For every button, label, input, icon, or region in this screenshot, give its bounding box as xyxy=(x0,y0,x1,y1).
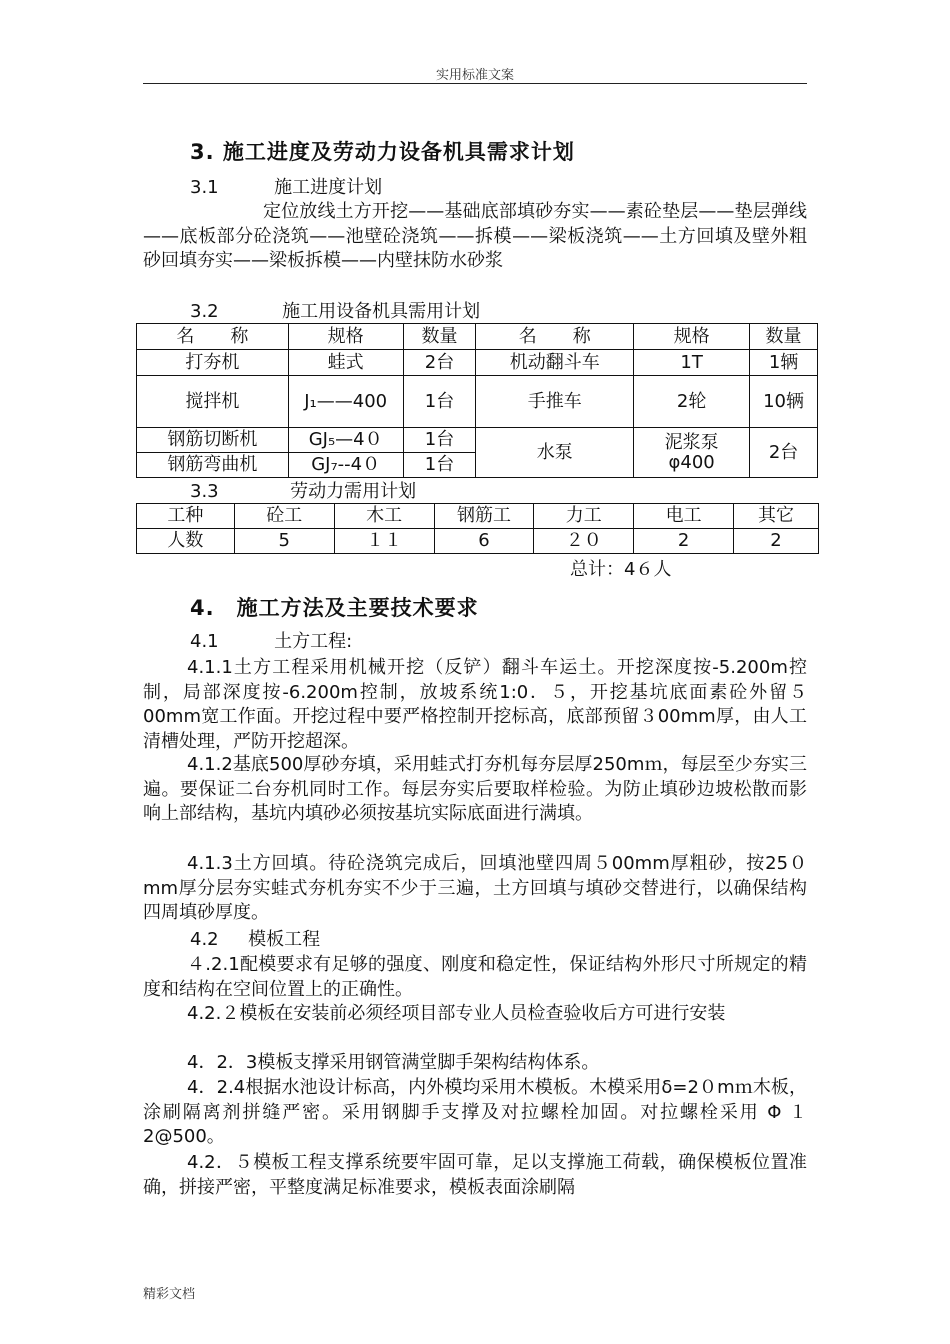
subsection-3-2 xyxy=(190,300,480,324)
header-cell: 数量 xyxy=(750,324,818,350)
equipment-header-row xyxy=(137,324,818,350)
table-cell: 钢筋切断机 xyxy=(137,428,289,453)
table-row xyxy=(137,350,818,376)
paragraph-4-2-1: ４.2.1配模要求有足够的强度、刚度和稳定性，保证结构外形尺寸所规定的精度和结构在空间位置上的正确性。 xyxy=(143,954,807,1000)
subsection-3-3 xyxy=(190,480,416,504)
paragraph-4-1-1: 4.1.1土方工程采用机械开挖（反铲）翻斗车运土。开挖深度按-5.200m控制，局部深度按-6.200m控制，放坡系统1:0．５，开挖基坑底面素砼外留５00mm宽工作面。开挖过程中要严格控制开挖标高，底部预留３00mm厚，由人工清槽处理，严防开挖超深。 xyxy=(143,657,807,752)
table-cell: 1辆 xyxy=(750,350,818,376)
paragraph-4-2-2: 4.2.２模板在安装前必须经项目部专业人员检查验收后方可进行安装 xyxy=(187,1003,726,1024)
table-cell: 水泵 xyxy=(476,428,634,478)
table-cell: GJ₇--4０ xyxy=(288,453,403,478)
table-cell: 1台 xyxy=(403,453,476,478)
header-cell: 电工 xyxy=(634,504,734,529)
header-cell: 规格 xyxy=(288,324,403,350)
paragraph-4-2-4: 4．2.4根据水池设计标高，内外模均采用木模板。木模采用δ=2０mｍ木板，涂刷隔离剂拼缝严密。采用钢脚手支撑及对拉螺栓加固。对拉螺栓采用 Φ １2@500。 xyxy=(143,1077,807,1147)
page-header: 实用标准文案 xyxy=(435,68,514,83)
subsection-4-1 xyxy=(190,630,352,654)
subsection-3-1-number: 3.1 xyxy=(190,177,219,198)
table-row xyxy=(137,376,818,428)
subsection-3-1 xyxy=(190,176,382,200)
header-rule xyxy=(143,83,807,84)
table-cell: １１ xyxy=(334,529,434,554)
subsection-4-2-title: 模板工程 xyxy=(248,929,321,950)
table-cell: 6 xyxy=(434,529,534,554)
table-cell: GJ₅—4０ xyxy=(288,428,403,453)
page-footer: 精彩文档 xyxy=(143,1287,196,1302)
header-cell: 名 称 xyxy=(137,324,289,350)
table-row xyxy=(137,428,818,453)
table-cell: 1台 xyxy=(403,376,476,428)
subsection-4-1-title: 土方工程: xyxy=(274,631,353,652)
table-cell: 2轮 xyxy=(634,376,750,428)
table-cell: 钢筋弯曲机 xyxy=(137,453,289,478)
header-cell: 钢筋工 xyxy=(434,504,534,529)
paragraph-4-2-3: 4．2．3模板支撑采用钢管满堂脚手架构结构体系。 xyxy=(187,1052,600,1073)
table-cell: 2 xyxy=(634,529,734,554)
header-cell: 木工 xyxy=(334,504,434,529)
table-cell: 1台 xyxy=(403,428,476,453)
subsection-3-1-title: 施工进度计划 xyxy=(274,177,383,198)
header-cell: 砼工 xyxy=(234,504,334,529)
table-cell: 蛙式 xyxy=(288,350,403,376)
table-cell: 打夯机 xyxy=(137,350,289,376)
paragraph-4-2-5: 4.2．５模板工程支撑系统要牢固可靠，足以支撑施工荷载，确保模板位置准确，拼接严密，平整度满足标准要求，模板表面涂刷隔 xyxy=(143,1152,807,1198)
table-cell: 人数 xyxy=(137,529,235,554)
table-cell: 1T xyxy=(634,350,750,376)
header-cell: 规格 xyxy=(634,324,750,350)
subsection-4-2 xyxy=(190,928,320,952)
section-4-heading: 4. 施工方法及主要技术要求 xyxy=(190,596,479,620)
table-cell: 5 xyxy=(234,529,334,554)
labor-header-row xyxy=(137,504,819,529)
header-cell: 其它 xyxy=(734,504,819,529)
table-cell: ２０ xyxy=(534,529,634,554)
equipment-table xyxy=(136,323,818,478)
header-cell: 名 称 xyxy=(476,324,634,350)
header-cell: 工种 xyxy=(137,504,235,529)
subsection-3-2-title: 施工用设备机具需用计划 xyxy=(282,301,481,322)
subsection-4-1-number: 4.1 xyxy=(190,631,219,652)
table-cell: 泥浆泵φ400 xyxy=(634,428,750,478)
subsection-4-2-number: 4.2 xyxy=(190,929,219,950)
subsection-3-3-number: 3.3 xyxy=(190,481,219,502)
table-cell: 机动翻斗车 xyxy=(476,350,634,376)
paragraph-4-1-2: 4.1.2基底500厚砂夯填，采用蛙式打夯机每夯层厚250mｍ，每层至少夯实三遍。要保证二台夯机同时工作。每层夯实后要取样检验。为防止填砂边坡松散而影响上部结构，基坑内填砂必须按基坑实际底面进行满填。 xyxy=(143,754,807,824)
subsection-3-3-title: 劳动力需用计划 xyxy=(290,481,417,502)
table-cell: J₁——400 xyxy=(288,376,403,428)
table-cell: 手推车 xyxy=(476,376,634,428)
table-cell: 2 xyxy=(734,529,819,554)
labor-total: 总计：4６人 xyxy=(570,559,672,580)
labor-table xyxy=(136,503,819,554)
section-3-heading: 3. 施工进度及劳动力设备机具需求计划 xyxy=(190,140,575,164)
schedule-text: 定位放线土方开挖——基础底部填砂夯实——素砼垫层——垫层弹线——底板部分砼浇筑——池壁砼浇筑——拆模——梁板浇筑——土方回填及壁外粗砂回填夯实——梁板拆模——内壁抹防水砂浆 xyxy=(143,201,807,271)
table-cell: 10辆 xyxy=(750,376,818,428)
table-cell: 搅拌机 xyxy=(137,376,289,428)
subsection-3-2-number: 3.2 xyxy=(190,301,219,322)
paragraph-4-1-3: 4.1.3土方回填。待砼浇筑完成后，回填池壁四周５00mm厚粗砂，按25０mm厚分层夯实蛙式夯机夯实不少于三遍，土方回填与填砂交替进行，以确保结构四周填砂厚度。 xyxy=(143,853,807,923)
table-cell: 2台 xyxy=(750,428,818,478)
table-cell: 2台 xyxy=(403,350,476,376)
table-row xyxy=(137,529,819,554)
header-cell: 数量 xyxy=(403,324,476,350)
header-cell: 力工 xyxy=(534,504,634,529)
